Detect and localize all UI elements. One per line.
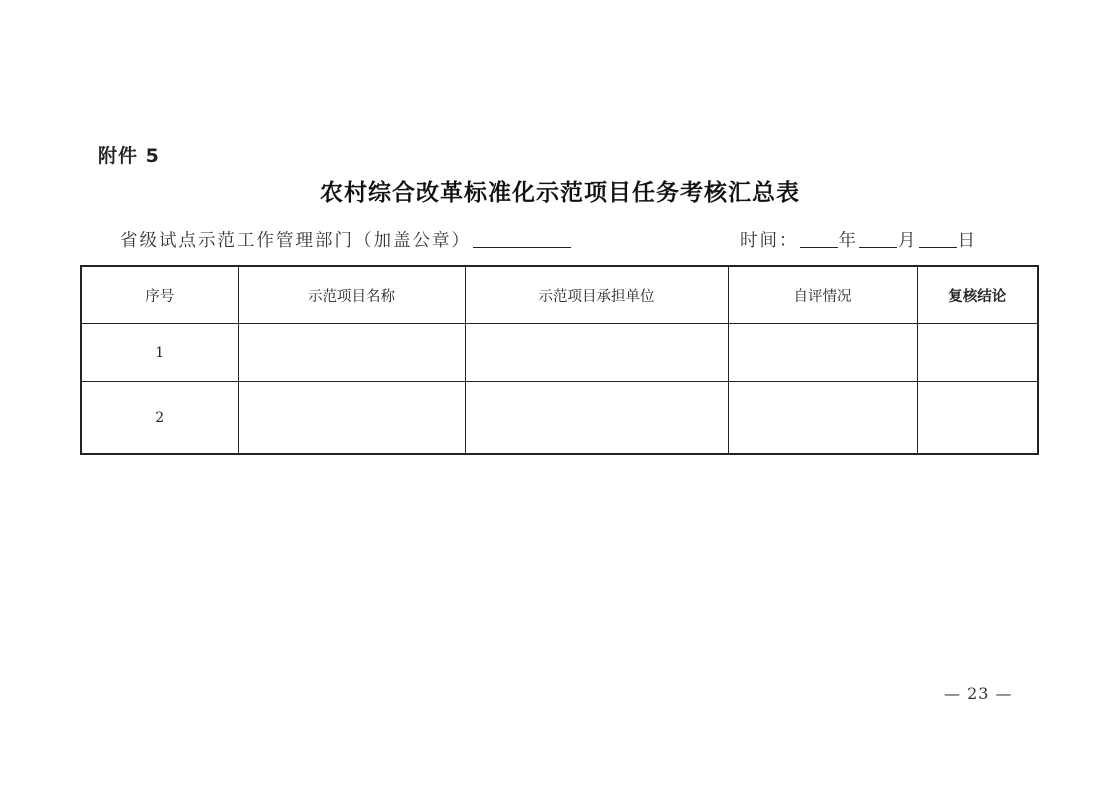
- cell-self-assessment: [728, 324, 917, 382]
- date-line-label: 时间：: [740, 231, 799, 251]
- header-project-unit: 示范项目承担单位: [465, 266, 728, 324]
- cell-review-conclusion: [917, 382, 1038, 455]
- attachment-label: 附件 5: [98, 145, 160, 167]
- table-header-row: [81, 266, 1038, 324]
- cell-review-conclusion: [917, 324, 1038, 382]
- org-name-blank: [473, 231, 571, 248]
- month-blank: [859, 231, 897, 248]
- cell-project-unit: [465, 382, 728, 455]
- header-self-assessment: 自评情况: [728, 266, 917, 324]
- header-index: 序号: [81, 266, 238, 324]
- year-unit: 年: [838, 231, 858, 251]
- cell-index: 2: [81, 382, 238, 455]
- table-row: [81, 382, 1038, 455]
- day-unit: 日: [957, 231, 977, 251]
- cell-self-assessment: [728, 382, 917, 455]
- summary-table: [80, 265, 1039, 455]
- org-line-label: 省级试点示范工作管理部门（加盖公章）: [120, 231, 471, 251]
- year-blank: [800, 231, 838, 248]
- org-line: [120, 227, 571, 252]
- cell-project-name: [238, 382, 465, 455]
- cell-project-unit: [465, 324, 728, 382]
- header-review-conclusion: 复核结论: [917, 266, 1038, 324]
- date-line: [740, 227, 977, 252]
- document-title: 农村综合改革标准化示范项目任务考核汇总表: [320, 179, 800, 206]
- month-unit: 月: [898, 231, 918, 251]
- header-project-name: 示范项目名称: [238, 266, 465, 324]
- table-row: [81, 324, 1038, 382]
- page-number: — 23 —: [944, 684, 1013, 703]
- cell-project-name: [238, 324, 465, 382]
- day-blank: [919, 231, 957, 248]
- cell-index: 1: [81, 324, 238, 382]
